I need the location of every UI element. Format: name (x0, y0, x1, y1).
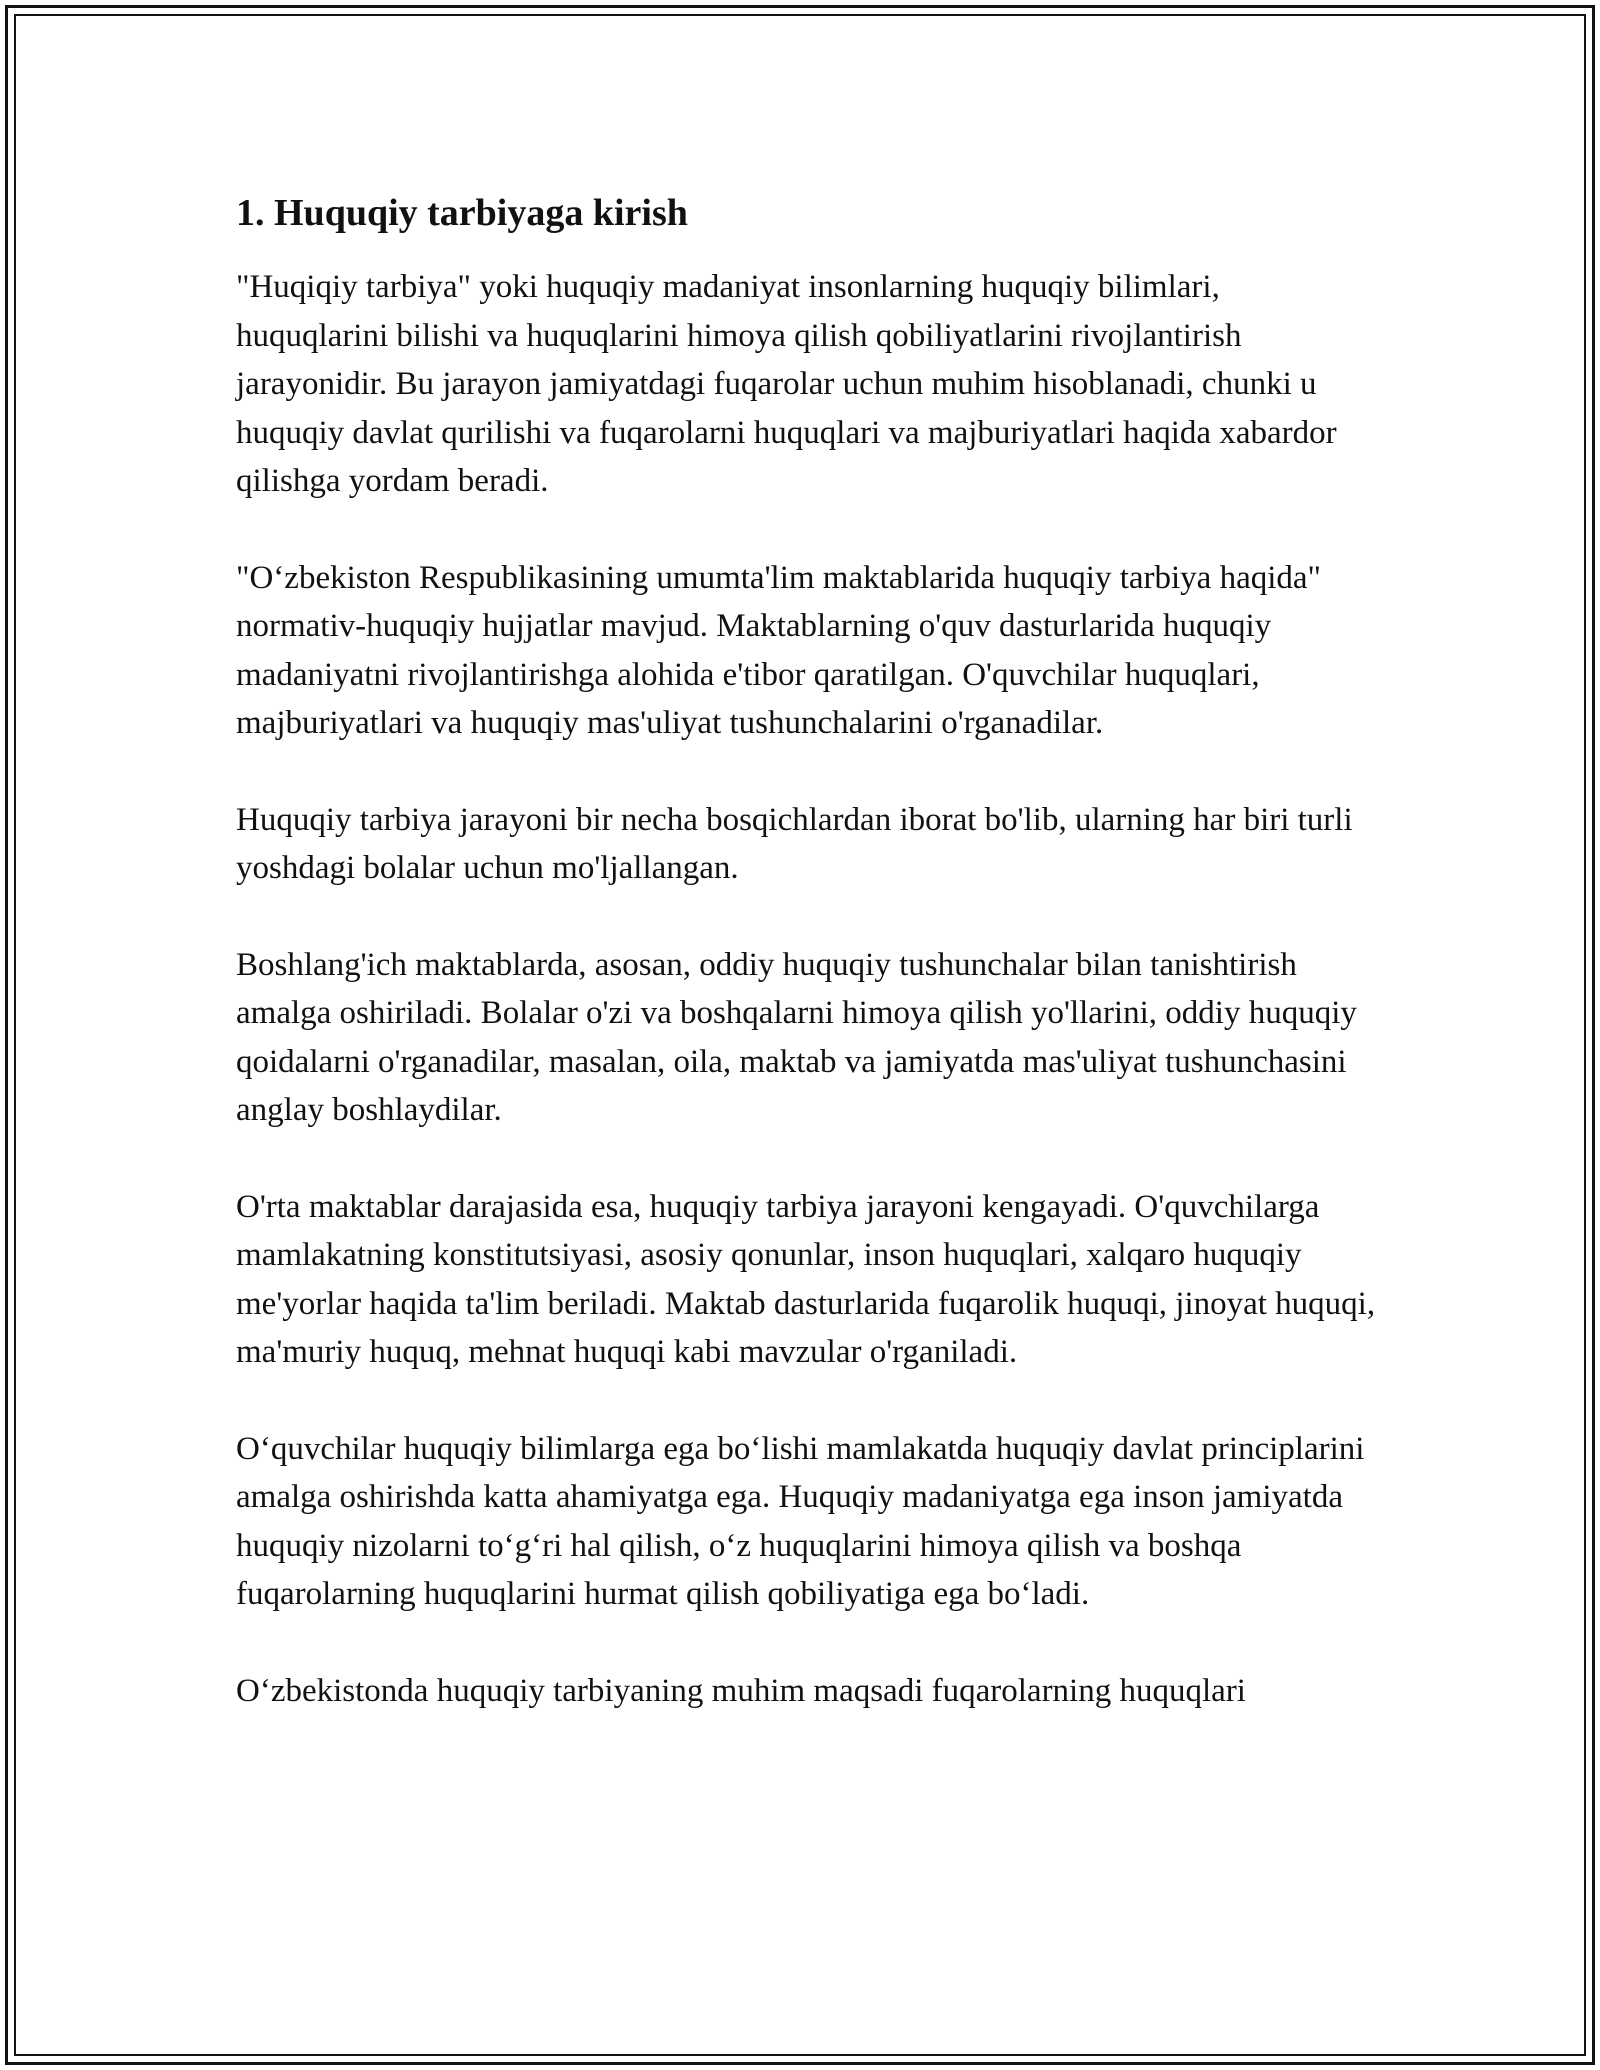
paragraph-6: O‘quvchilar huquqiy bilimlarga ega bo‘lishi mamlakatda huquqiy davlat principlarini amalga oshirishda katta ahamiyatga ega. Huquqiy madaniyatga ega inson jamiyatda huquqiy nizolarni to‘g‘ri hal qilish, o‘z huquqlarini himoya qilish va boshqa fuqarolarning huquqlarini hurmat qilish qobiliyatiga ega bo‘ladi. (236, 1430, 1365, 1612)
paragraph-5: O'rta maktablar darajasida esa, huquqiy tarbiya jarayoni kengayadi. O'quvchilarga mamlakatning konstitutsiyasi, asosiy qonunlar, inson huquqlari, xalqaro huquqiy me'yorlar haqida ta'lim beriladi. Maktab dasturlarida fuqarolik huquqi, jinoyat huquqi, ma'muriy huquq, mehnat huquqi kabi mavzular o'rganiladi. (236, 1188, 1376, 1370)
section-heading: 1. Huquqiy tarbiyaga kirish (236, 192, 688, 234)
paragraph-2: "O‘zbekiston Respublikasining umumta'lim maktablarida huquqiy tarbiya haqida" normativ-huquqiy hujjatlar mavjud. Maktablarning o'quv dasturlarida huquqiy madaniyatni rivojlantirishga alohida e'tibor qaratilgan. O'quvchilar huquqlari, majburiyatlari va huquqiy mas'uliyat tushunchalarini o'rganadilar. (236, 559, 1322, 741)
paragraph-1: "Huqiqiy tarbiya" yoki huquqiy madaniyat insonlarning huquqiy bilimlari, huquqlarini bilishi va huquqlarini himoya qilish qobiliyatlarini rivojlantirish jarayonidir. Bu jarayon jamiyatdagi fuqarolar uchun muhim hisoblanadi, chunki u huquqiy davlat qurilishi va fuqarolarni huquqlari va majburiyatlari haqida xabardor qilishga yordam beradi. (236, 269, 1337, 499)
paragraph-3: Huquqiy tarbiya jarayoni bir necha bosqichlardan iborat bo'lib, ularning har biri turli yoshdagi bolalar uchun mo'ljallangan. (236, 801, 1353, 886)
paragraph-4: Boshlang'ich maktablarda, asosan, oddiy huquqiy tushunchalar bilan tanishtirish amalga oshiriladi. Bolalar o'zi va boshqalarni himoya qilish yo'llarini, oddiy huquqiy qoidalarni o'rganadilar, masalan, oila, maktab va jamiyatda mas'uliyat tushunchasini anglay boshlaydilar. (236, 946, 1357, 1128)
document-body (236, 185, 1376, 1763)
paragraph-7: O‘zbekistonda huquqiy tarbiyaning muhim maqsadi fuqarolarning huquqlari (236, 1672, 1246, 1709)
